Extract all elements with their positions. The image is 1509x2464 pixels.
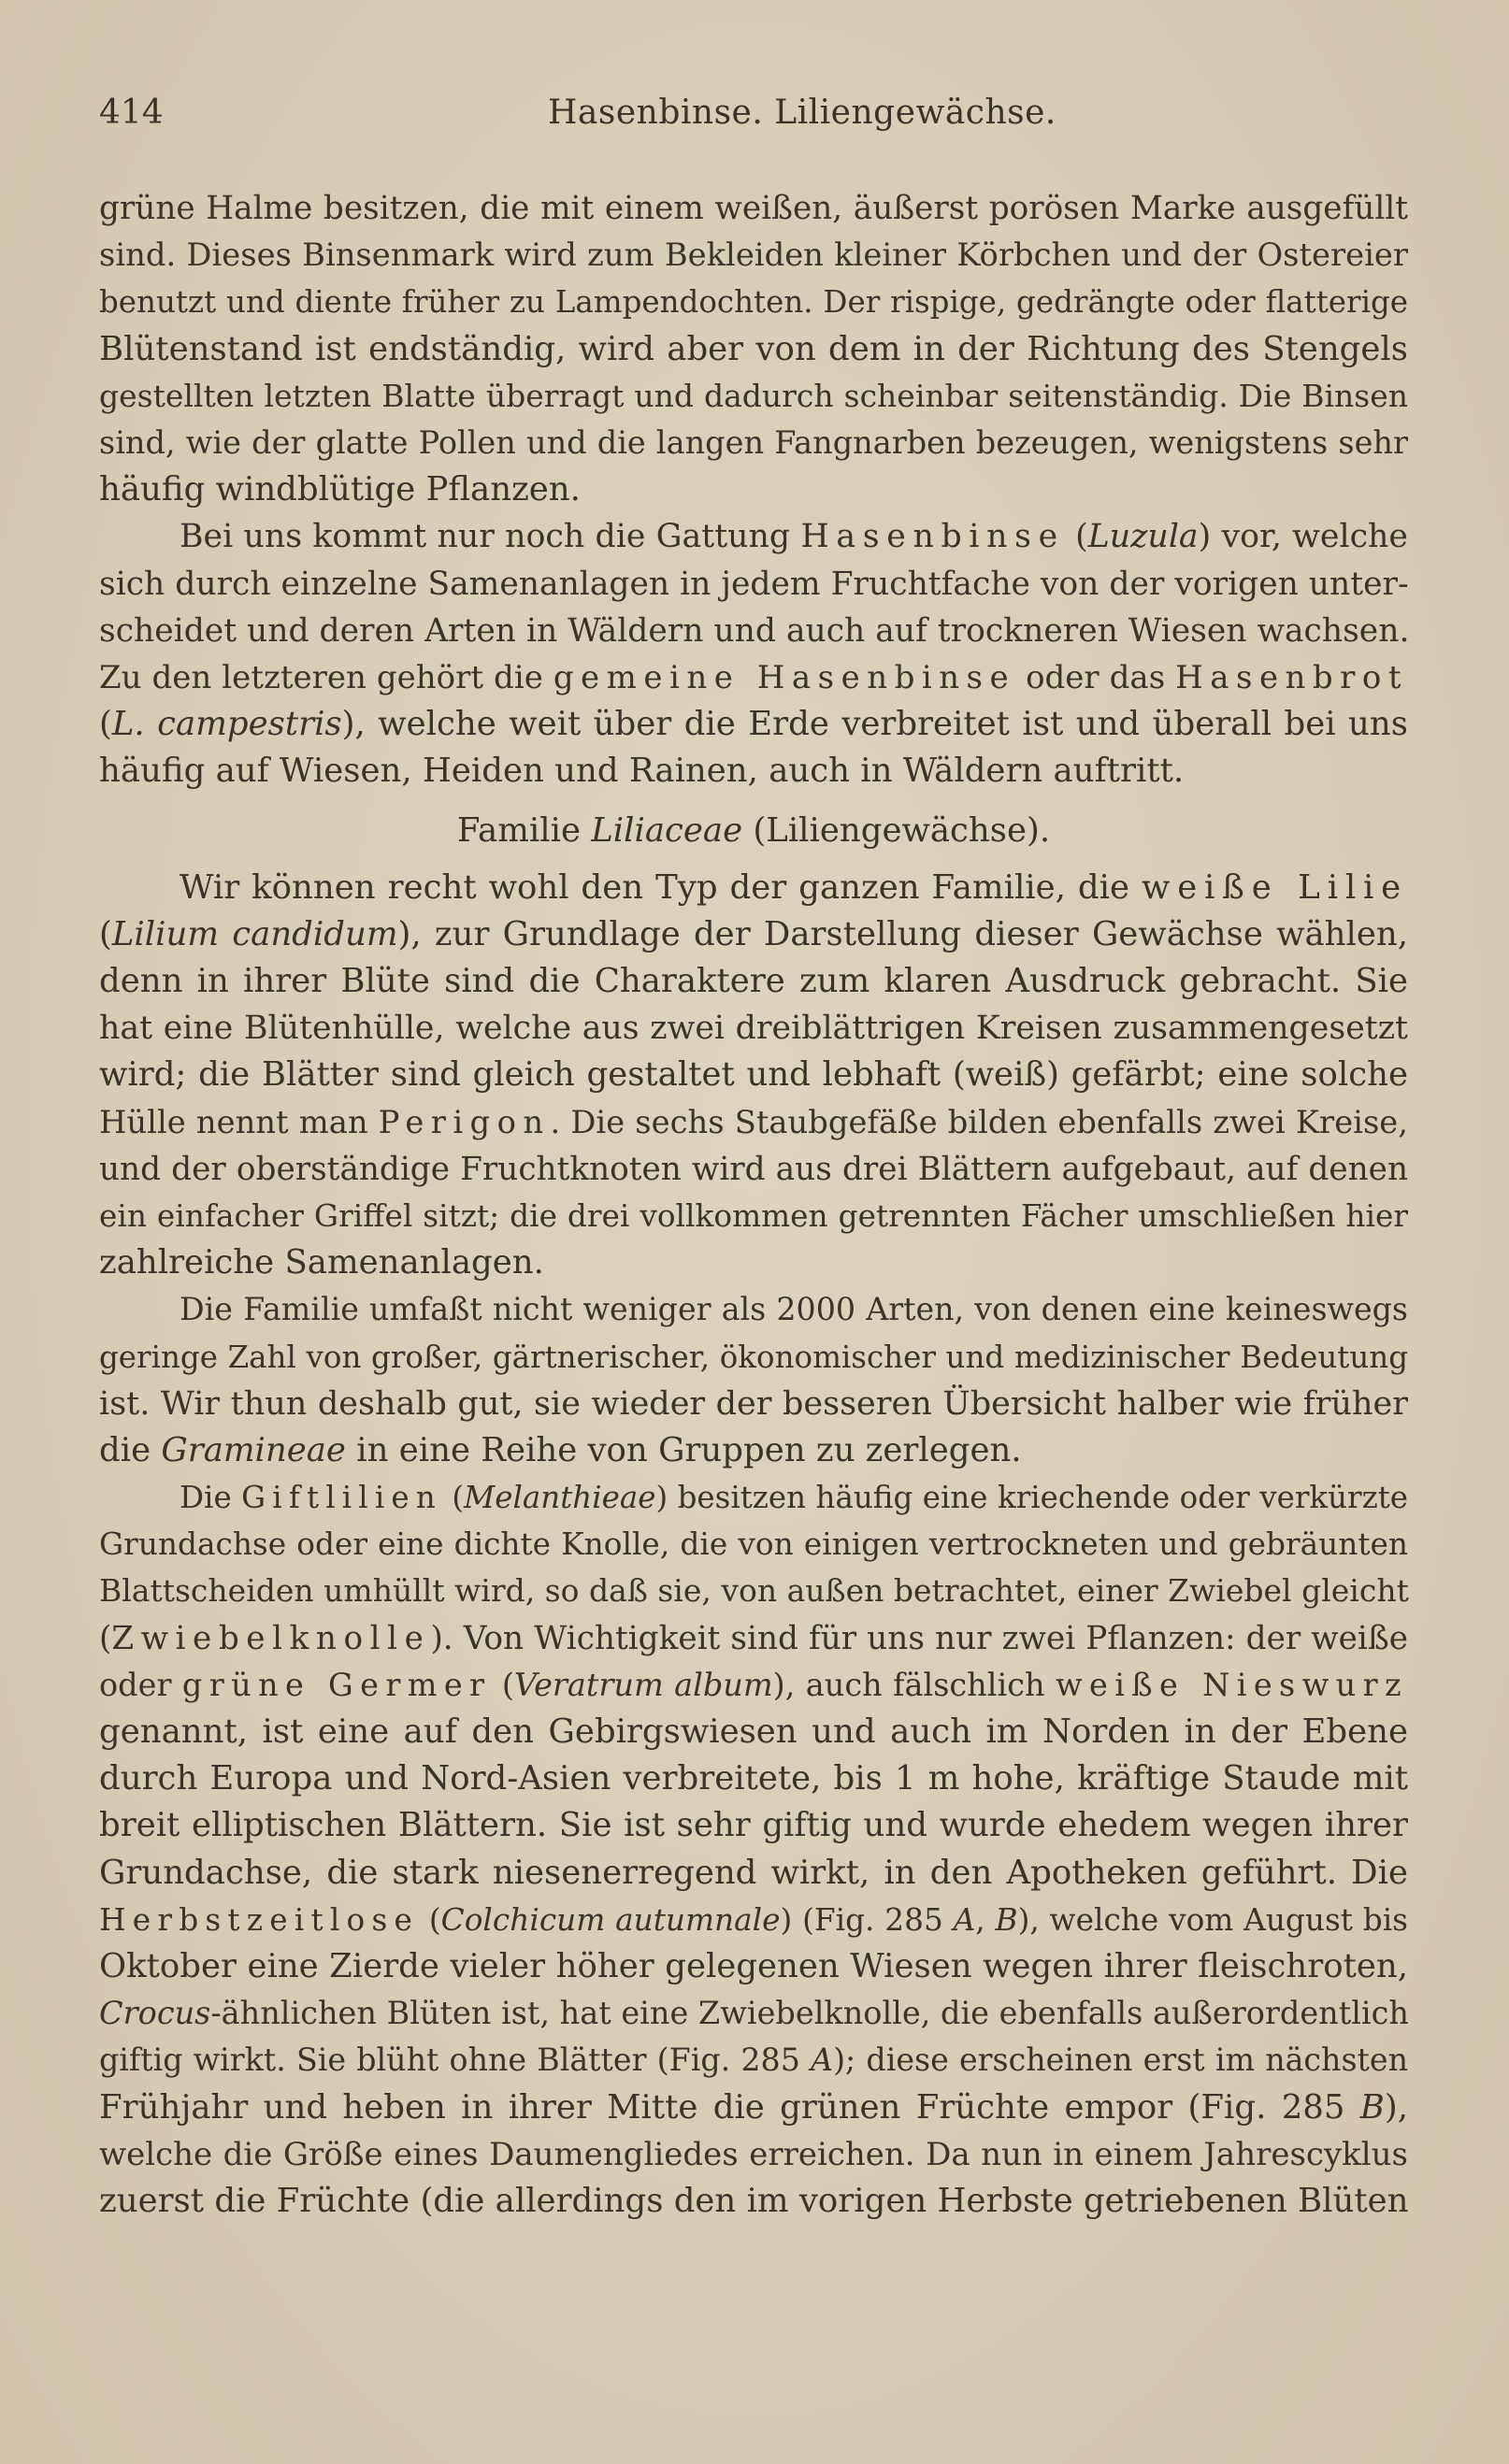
latin-name: L. campestris bbox=[111, 705, 342, 744]
text-run: ( bbox=[441, 1480, 465, 1516]
text-line: welche die Größe eines Daumengliedes erreichen. Da nun in einem Jahrescyklus bbox=[99, 2135, 1408, 2173]
text-line: sind, wie der glatte Pollen und die langen Fangnarben bezeugen, wenigstens sehr bbox=[99, 423, 1408, 461]
text-line bbox=[99, 2084, 1408, 2131]
page-number: 414 bbox=[99, 93, 164, 132]
text-run: ( bbox=[1064, 518, 1088, 556]
text-run: (Liliengewächse). bbox=[742, 811, 1051, 851]
emphasis-text: Herbstzeitlose bbox=[99, 1901, 420, 1938]
text-run: Bei uns kommt nur noch die Gattung bbox=[180, 518, 801, 556]
text-line: gestellten letzten Blatte überragt und dadurch scheinbar seitenständig. Die Binsen bbox=[99, 377, 1408, 414]
text-run: ), welche weit über die Erde verbreitet ist und überall bei uns bbox=[341, 705, 1408, 744]
figure-ref-letter: B bbox=[995, 1901, 1018, 1938]
text-line bbox=[99, 865, 1408, 911]
text-line: breit elliptischen Blättern. Sie ist sehr giftig und wurde ehedem wegen ihrer bbox=[99, 1806, 1408, 1845]
text-line bbox=[99, 1897, 1408, 1943]
body-text bbox=[99, 185, 1408, 2225]
text-line: durch Europa und Nord-Asien verbreitete, bis 1 m hohe, kräftige Staude mit bbox=[99, 1759, 1408, 1798]
text-line: zahlreiche Samenanlagen. bbox=[99, 1243, 544, 1282]
text-line bbox=[99, 1427, 1408, 1474]
text-run: Familie bbox=[456, 811, 592, 851]
emphasis-text: Zwiebelknolle bbox=[111, 1619, 431, 1657]
text-line: Blattscheiden umhüllt wird, so daß sie, von außen betrachtet, einer Zwiebel gleicht bbox=[99, 1572, 1409, 1610]
text-run: ( bbox=[99, 914, 112, 953]
text-line: Grundachse, die stark niesenerregend wirkt, in den Apotheken geführt. Die bbox=[99, 1853, 1408, 1892]
text-line bbox=[99, 654, 1408, 701]
text-line bbox=[99, 1615, 1408, 1662]
text-line: Oktober eine Zierde vieler höher gelegenen Wiesen wegen ihrer fleischroten, bbox=[99, 1946, 1408, 1985]
text-run: ) besitzen häufig eine kriechende oder verkürzte bbox=[655, 1480, 1409, 1516]
text-run: , bbox=[975, 1901, 996, 1938]
text-line bbox=[99, 1474, 1408, 1521]
text-line: ist. Wir thun deshalb gut, sie wieder der besseren Übersicht halber wie früher bbox=[99, 1384, 1408, 1423]
text-line bbox=[99, 513, 1408, 560]
text-run: oder bbox=[99, 1666, 182, 1703]
text-line: ein einfacher Griffel sitzt; die drei vollkommen getrennten Fächer umschließen hier bbox=[99, 1197, 1408, 1234]
latin-name: Liliaceae bbox=[591, 811, 743, 851]
latin-name: Luzula bbox=[1087, 518, 1199, 556]
text-run: ). Von Wichtigkeit sind für uns nur zwei Pflanzen: der weiße bbox=[430, 1619, 1408, 1657]
paragraph bbox=[99, 865, 1408, 1287]
text-line: Die Familie umfaßt nicht weniger als 2000 Arten, von denen eine keineswegs bbox=[180, 1291, 1408, 1328]
text-line bbox=[99, 1662, 1408, 1709]
text-run: Zu den letzteren gehört die bbox=[99, 658, 553, 696]
text-run: ), welche vom August bis bbox=[1017, 1901, 1408, 1938]
text-run: ( bbox=[99, 705, 112, 744]
text-run: Die bbox=[180, 1480, 242, 1516]
text-run: die bbox=[99, 1430, 162, 1469]
emphasis-text: Hasenbrot bbox=[1175, 658, 1408, 696]
text-line: zuerst die Früchte (die allerdings den im vorigen Herbste getriebenen Blüten bbox=[99, 2181, 1409, 2220]
text-run: Frühjahr und heben in ihrer Mitte die grünen Früchte empor (Fig. 285 bbox=[99, 2087, 1360, 2127]
text-line: wird; die Blätter sind gleich gestaltet und lebhaft (weiß) gefärbt; eine solche bbox=[99, 1055, 1408, 1095]
text-line bbox=[99, 1099, 1408, 1146]
text-line bbox=[99, 911, 1408, 958]
figure-ref-letter: A bbox=[953, 1901, 976, 1938]
figure-ref-letter: B bbox=[1359, 2087, 1385, 2127]
text-run: in eine Reihe von Gruppen zu zerlegen. bbox=[345, 1430, 1022, 1469]
text-run: Hülle nennt man bbox=[99, 1103, 379, 1140]
text-run: ( bbox=[491, 1666, 514, 1703]
paragraph bbox=[99, 1286, 1408, 1474]
text-line: und der oberständige Fruchtknoten wird aus drei Blättern aufgebaut, auf denen bbox=[99, 1150, 1408, 1188]
text-line: denn in ihrer Blüte sind die Charaktere zum klaren Ausdruck gebracht. Sie bbox=[99, 962, 1408, 1000]
text-run: ( bbox=[419, 1901, 441, 1938]
text-line: geringe Zahl von großer, gärtnerischer, ökonomischer und medizinischer Bedeutung bbox=[99, 1339, 1408, 1375]
emphasis-text: Perigon bbox=[378, 1103, 551, 1140]
text-line: grüne Halme besitzen, die mit einem weißen, äußerst porösen Marke ausgefüllt bbox=[99, 190, 1408, 227]
text-run: ( bbox=[99, 1619, 112, 1657]
paragraph bbox=[99, 513, 1408, 795]
text-line bbox=[99, 2037, 1408, 2084]
latin-name: Colchicum autumnale bbox=[440, 1901, 781, 1938]
text-line bbox=[99, 1990, 1408, 2037]
text-line bbox=[99, 701, 1408, 748]
latin-name: Veratrum album bbox=[513, 1666, 773, 1703]
text-line: Blütenstand ist endständig, wird aber von dem in der Richtung des Stengels bbox=[99, 329, 1408, 368]
text-line: sich durch einzelne Samenanlagen in jedem Fruchtfache von der vorigen unter- bbox=[99, 565, 1409, 603]
emphasis-text: grüne Germer bbox=[181, 1666, 492, 1703]
text-run: ), bbox=[1384, 2087, 1408, 2127]
text-line: scheidet und deren Arten in Wäldern und auch auf trockneren Wiesen wachsen. bbox=[99, 611, 1410, 650]
text-line: Grundachse oder eine dichte Knolle, die von einigen vertrockneten und gebräunten bbox=[99, 1526, 1408, 1563]
text-run: -ähnlichen Blüten ist, hat eine Zwiebelknolle, die ebenfalls außerordentlich bbox=[210, 1995, 1409, 2032]
text-run: ) (Fig. 285 bbox=[780, 1901, 954, 1938]
text-run: ); diese erscheinen erst im nächsten bbox=[833, 2041, 1408, 2079]
latin-name: Gramineae bbox=[161, 1430, 346, 1469]
text-run: Wir können recht wohl den Typ der ganzen Familie, die bbox=[180, 867, 1142, 907]
page-header bbox=[99, 93, 1408, 150]
text-run: . Die sechs Staubgefäße bilden ebenfalls zwei Kreise, bbox=[550, 1103, 1408, 1140]
text-line: häufig auf Wiesen, Heiden und Rainen, auch in Wäldern auftritt. bbox=[99, 752, 1185, 791]
text-run: ), zur Grundlage der Darstellung dieser Gewächse wählen, bbox=[397, 914, 1409, 953]
text-run: ), auch fälschlich bbox=[772, 1666, 1056, 1703]
text-line: häufig windblütige Pflanzen. bbox=[99, 470, 581, 509]
section-heading bbox=[99, 808, 1408, 854]
latin-name: Melanthieae bbox=[464, 1480, 656, 1516]
latin-name: Crocus bbox=[99, 1995, 211, 2032]
latin-name: Lilium candidum bbox=[111, 914, 398, 953]
figure-ref-letter: A bbox=[811, 2041, 834, 2079]
text-run: ) vor, welche bbox=[1198, 518, 1408, 556]
text-run: giftig wirkt. Sie blüht ohne Blätter (Fig. 285 bbox=[99, 2041, 812, 2079]
emphasis-text: weiße Nieswurz bbox=[1055, 1666, 1408, 1703]
text-run: oder das bbox=[1015, 658, 1176, 696]
text-line: benutzt und diente früher zu Lampendochten. Der rispige, gedrängte oder flatterige bbox=[99, 284, 1408, 321]
paragraph bbox=[99, 1474, 1408, 2225]
text-line: sind. Dieses Binsenmark wird zum Bekleiden kleiner Körbchen und der Ostereier bbox=[99, 236, 1408, 274]
emphasis-text: weiße Lilie bbox=[1142, 867, 1409, 907]
text-line: hat eine Blütenhülle, welche aus zwei dreiblättrigen Kreisen zusammengesetzt bbox=[99, 1010, 1408, 1048]
text-line: genannt, ist eine auf den Gebirgswiesen und auch im Norden in der Ebene bbox=[99, 1712, 1408, 1751]
emphasis-text: gemeine Hasenbinse bbox=[553, 658, 1016, 696]
running-head: Hasenbinse. Liliengewächse. bbox=[548, 93, 1056, 132]
emphasis-text: Giftlilien bbox=[241, 1480, 442, 1516]
emphasis-text: Hasenbinse bbox=[800, 518, 1065, 556]
paragraph bbox=[99, 185, 1408, 513]
